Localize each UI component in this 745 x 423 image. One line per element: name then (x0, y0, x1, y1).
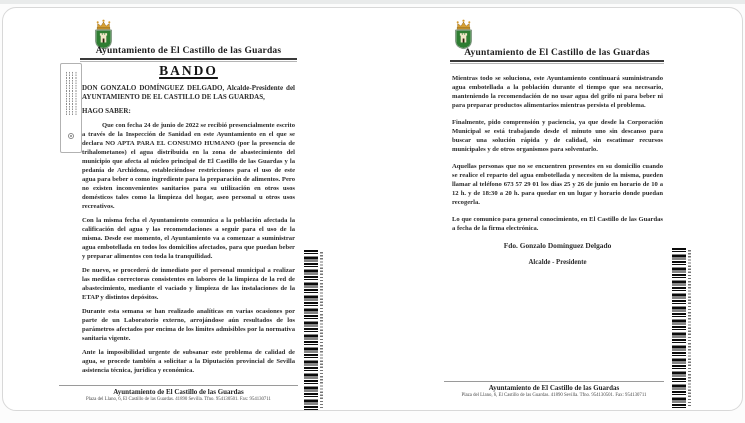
barcode-caption (688, 250, 691, 406)
stamp-seal-icon (68, 133, 74, 139)
paragraph: Con la misma fecha el Ayuntamiento comunica a la población afectada la calificación del agua y las recomendaciones a seguir para el uso de la misma. Desde ese momento, el Ayuntamiento va a comenzar a suministrar agua embotellada en todos los domicilios afectados, para que puedan beber y preparar alimentos con toda la tranquilidad. (82, 217, 295, 260)
header-rule (450, 60, 664, 64)
barcode (672, 248, 686, 408)
page-2-body (452, 74, 663, 275)
barcode (304, 250, 318, 410)
footer-address: Plaza del Llano, 6, El Castillo de las Guardas. 41890 Sevilla. Tfno. 954130501. Fax: 954130711 (461, 392, 647, 398)
page-header-title: Ayuntamiento de El Castillo de las Guardas (464, 48, 650, 58)
signature-role: Alcalde - Presidente (528, 259, 587, 266)
page-footer (59, 385, 298, 402)
footer-address: Plaza del Llano, 6, El Castillo de las Guardas. 41890 Sevilla. Tfno. 954130501. Fax: 954130711 (86, 396, 271, 402)
paragraph: Aquellas personas que no se encuentren presentes en su domicilio cuando se realice el reparto del agua embotellada y necesiten de la misma, pueden llamar al teléfono 673 57 29 01 los días 25 y 26 de junio en horario de 10 a 12 h. y de 18:30 a 20 h. para quedar en un lugar y horario donde puedan recogerla. (452, 163, 663, 206)
side-stamp (60, 63, 82, 153)
paragraph: Ante la imposibilidad urgente de subsanar este problema de calidad de agua, se procede también a solicitar a la Diputación provincial de Sevilla asistencia técnica, jurídica y económica. (82, 349, 295, 374)
signature-name: Fdo. Gonzalo Domínguez Delgado (503, 241, 612, 250)
paragraph: Durante esta semana se han realizado analíticas en varias ocasiones por parte de un Laboratorio externo, arrojándose aún resultados de los parámetros afectados por encima de los límites admisibles por la normativa sanitaria vigente. (82, 308, 295, 342)
stamp-microtext (66, 71, 77, 115)
footer-org: Ayuntamiento de El Castillo de las Guardas (488, 383, 620, 392)
paragraph: Que con fecha 24 de junio de 2022 se recibió presencialmente escrito a través de la Inspección de Sanidad en este Ayuntamiento en el que se declara NO APTA PARA EL CONSUMO HUMANO (por la presencia de trihalometanos) el agua distribuida en la zona de abastecimiento del municipio que afecta al núcleo principal de El Castillo de las Guardas y la pedanía de Archidona, estableciéndose restricciones para el uso de este agua para beber o como ingrediente para la preparación de alimentos. Pero no existen inconvenientes sanitarios para su utilización en otros usos domésticos tales como la limpieza del hogar, aseo personal u otros usos recreativos. (82, 122, 295, 210)
page-footer (444, 381, 664, 398)
top-strip (0, 0, 745, 4)
document-title: BANDO (159, 63, 218, 78)
hago-saber-line: HAGO SABER: (82, 107, 131, 115)
header-rule (80, 58, 297, 62)
page-1-body (82, 84, 295, 380)
paragraph: Lo que comunico para general conocimiento, en El Castillo de las Guardas a fecha de la firma electrónica. (452, 216, 663, 232)
municipal-crest-icon (452, 19, 475, 50)
page-header-title: Ayuntamiento de El Castillo de las Guardas (95, 46, 282, 56)
paragraph: Finalmente, pido comprensión y paciencia, ya que desde la Corporación Municipal se está trabajando desde el minuto uno sin descanso para buscar una solución rápida y de calidad, sin escatimar recursos municipales y de otros organismos para solventarlo. (452, 119, 663, 153)
paragraph: Mientras todo se soluciona, este Ayuntamiento continuará suministrando agua embotellada a la población durante el tiempo que sea necesario, manteniendo la recomendación de no usar agua del grifo ni para beber ni para preparar productos alimentarios mientras persista el problema. (452, 75, 663, 109)
footer-org: Ayuntamiento de El Castillo de las Guardas (113, 387, 244, 396)
barcode-caption (320, 252, 323, 408)
paragraph: De nuevo, se procederá de inmediato por el personal municipal a realizar las medidas correctoras consistentes en labores de la limpieza de la red de abastecimiento, mediante el vaciado y limpieza de las instalaciones de la ETAP y distintos depósitos. (82, 267, 295, 301)
addressee-line: DON GONZALO DOMÍNGUEZ DELGADO, Alcalde-Presidente del AYUNTAMIENTO DE EL CASTILLO DE LAS GUARDAS, (82, 84, 295, 101)
